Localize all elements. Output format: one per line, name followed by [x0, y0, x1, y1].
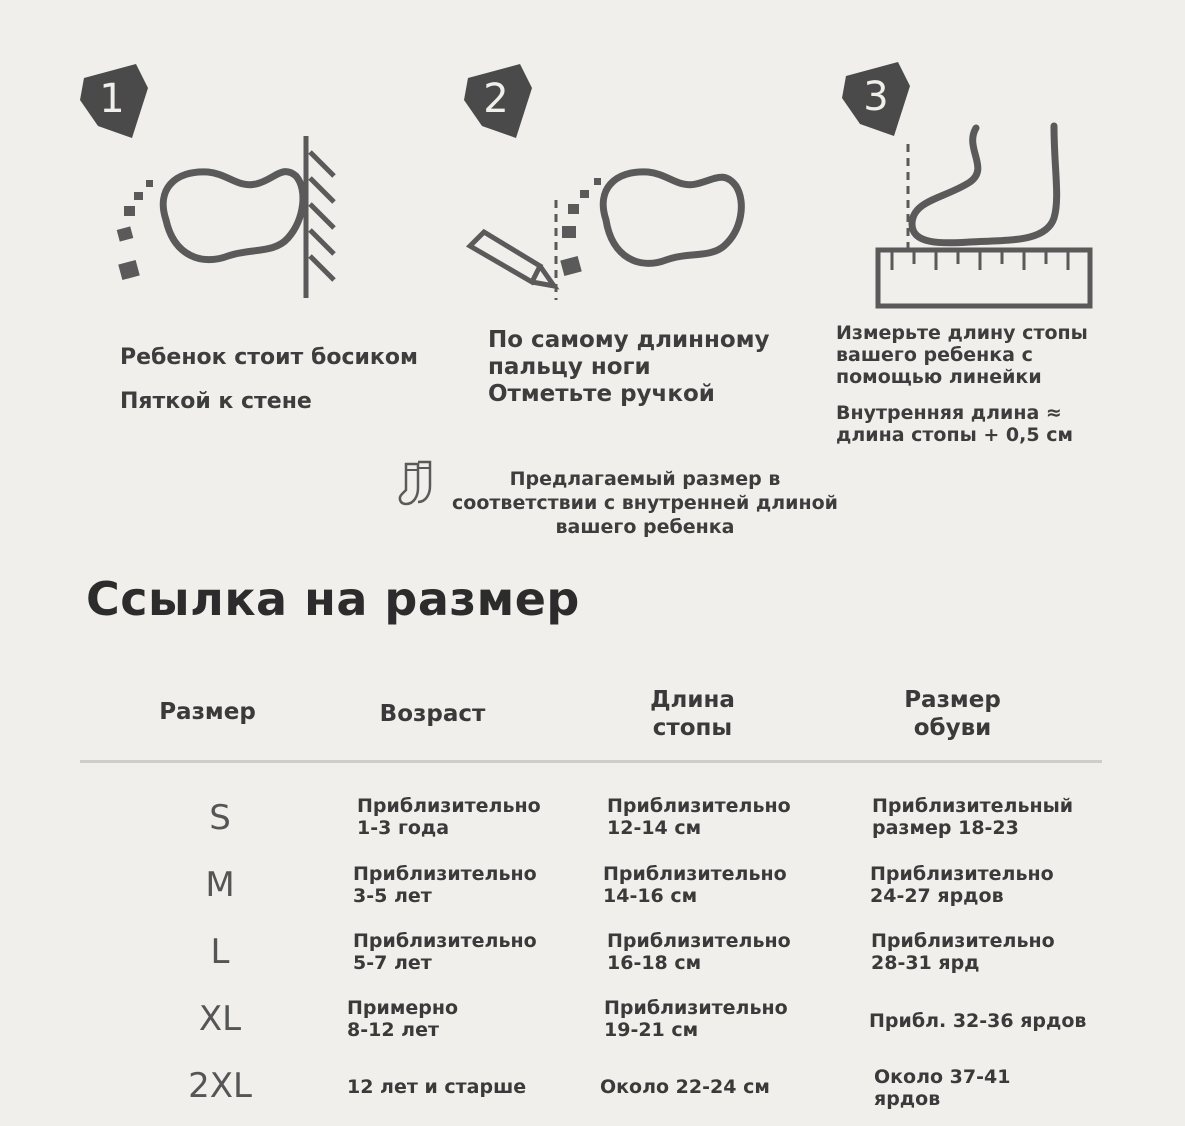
- header-line: Длина: [650, 687, 735, 713]
- cell-line: Приблизительно: [871, 930, 1055, 952]
- step-1-text: [120, 343, 418, 417]
- age-cell: [347, 997, 458, 1041]
- step-3-text: [836, 322, 1088, 446]
- svg-text:1: 1: [99, 76, 125, 122]
- step-1-badge: [80, 64, 148, 138]
- cell-line: 1-3 года: [357, 817, 450, 839]
- size-cell: S: [209, 798, 231, 838]
- step-1-line: Пяткой к стене: [120, 389, 312, 414]
- header-size: [140, 698, 275, 726]
- cell-line: размер 18-23: [872, 817, 1019, 839]
- cell-line: 14-16 см: [603, 885, 698, 907]
- header-line: Размер: [159, 699, 256, 725]
- suggestion-line: вашего ребенка: [555, 516, 735, 538]
- pen-icon: [470, 232, 554, 286]
- header-line: Размер: [904, 687, 1001, 713]
- cell-line: 28-31 ярд: [871, 952, 980, 974]
- size-cell: 2XL: [188, 1066, 252, 1106]
- step-2-text: [488, 327, 770, 408]
- cell-line: Приблизительно: [607, 930, 791, 952]
- step-1-line: Ребенок стоит босиком: [120, 345, 418, 370]
- header-age: [360, 700, 505, 728]
- cell-line: 3-5 лет: [353, 885, 432, 907]
- size-cell: L: [210, 932, 230, 972]
- section-title: Ссылка на размер: [86, 572, 580, 626]
- cell-line: 12-14 см: [607, 817, 702, 839]
- cell-line: Приблизительно: [357, 795, 541, 817]
- suggestion-text: [430, 467, 860, 539]
- age-cell: [353, 930, 537, 974]
- shoe-size-cell: [870, 863, 1054, 907]
- shoe-size-cell: [869, 1010, 1086, 1032]
- svg-text:2: 2: [483, 76, 509, 122]
- cell-line: Около 37-41: [874, 1066, 1011, 1088]
- header-line: обуви: [913, 715, 992, 741]
- svg-text:3: 3: [863, 74, 889, 120]
- ruler-icon: [878, 250, 1090, 306]
- wall-icon: [306, 136, 334, 298]
- cell-line: 16-18 см: [607, 952, 702, 974]
- cell-line: Приблизительно: [607, 795, 791, 817]
- size-cell: M: [205, 865, 235, 905]
- cell-line: Около 22-24 см: [600, 1076, 770, 1098]
- step-2-line: Отметьте ручкой: [488, 381, 715, 407]
- foot-length-cell: [607, 795, 791, 839]
- cell-line: 19-21 см: [604, 1019, 699, 1041]
- header-shoe-size: [880, 686, 1025, 742]
- step-3-line: Измерьте длину стопы: [836, 322, 1088, 344]
- step-3-badge: [842, 62, 910, 136]
- shoe-size-cell: [872, 795, 1073, 839]
- cell-line: Приблизительно: [604, 997, 788, 1019]
- step-3-note-line: длина стопы + 0,5 см: [836, 424, 1073, 446]
- foot-length-cell: [603, 863, 787, 907]
- foot-side-icon: [912, 126, 1057, 243]
- cell-line: Приблизительный: [872, 795, 1074, 817]
- suggestion-line: Предлагаемый размер в: [509, 468, 781, 490]
- suggestion-line: соответствии с внутренней длиной: [452, 492, 838, 514]
- step-3-illustration: [840, 58, 1100, 318]
- shoe-size-cell: [874, 1066, 1010, 1110]
- cell-line: Приблизительно: [603, 863, 787, 885]
- header-divider: [80, 760, 1102, 763]
- age-cell: [357, 795, 541, 839]
- foot-length-cell: [604, 997, 788, 1041]
- step-3-line: помощью линейки: [836, 366, 1042, 388]
- cell-line: ярдов: [874, 1088, 941, 1110]
- footprint-icon: [560, 172, 741, 276]
- size-cell: XL: [198, 999, 242, 1039]
- cell-line: Примерно: [347, 997, 459, 1019]
- cell-line: Приблизительно: [353, 863, 537, 885]
- shoe-size-cell: [871, 930, 1055, 974]
- step-3-line: вашего ребенка с: [836, 344, 1033, 366]
- step-1-illustration: [78, 60, 358, 330]
- cell-line: Приблизительно: [870, 863, 1054, 885]
- cell-line: 8-12 лет: [347, 1019, 439, 1041]
- header-line: Возраст: [379, 701, 486, 727]
- step-2-line: пальцу ноги: [488, 354, 651, 380]
- cell-line: Прибл. 32-36 ярдов: [869, 1010, 1087, 1032]
- foot-length-cell: [600, 1076, 770, 1098]
- step-3-note-line: Внутренняя длина ≈: [836, 402, 1062, 424]
- header-foot-length: [620, 686, 765, 742]
- step-2-line: По самому длинному: [488, 327, 770, 353]
- age-cell: [347, 1076, 526, 1098]
- cell-line: 5-7 лет: [353, 952, 432, 974]
- age-cell: [353, 863, 537, 907]
- header-line: стопы: [652, 715, 733, 741]
- step-2-badge: [464, 64, 532, 138]
- foot-length-cell: [607, 930, 791, 974]
- cell-line: 24-27 ярдов: [870, 885, 1004, 907]
- cell-line: 12 лет и старше: [347, 1076, 527, 1098]
- cell-line: Приблизительно: [353, 930, 537, 952]
- step-2-illustration: [462, 60, 762, 320]
- footprint-icon: [117, 172, 303, 280]
